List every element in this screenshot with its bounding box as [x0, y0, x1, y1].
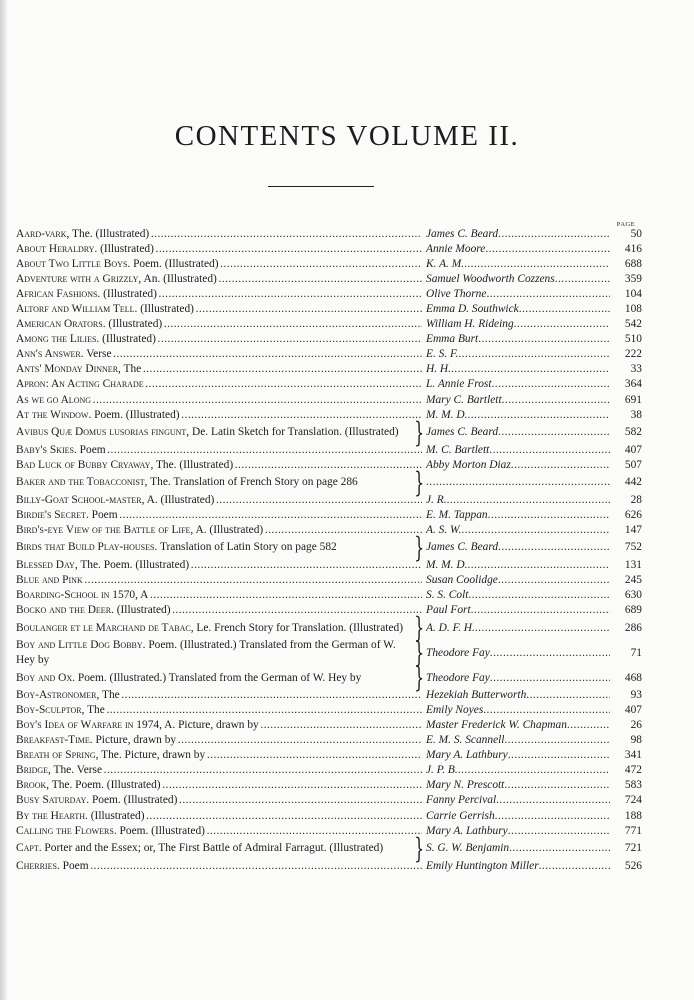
entry-page-number: 689: [624, 603, 642, 616]
entry-title: Altorf and William Tell. (Illustrated) . . .: [16, 302, 422, 317]
contents-entry: [16, 443, 642, 458]
contents-entry: [16, 458, 642, 473]
entry-title-cell: [16, 347, 422, 362]
brace-glyph: }: [414, 636, 425, 670]
entry-page-number: 286: [624, 621, 642, 634]
entry-author-cell: [422, 718, 610, 733]
entry-author-cell: [422, 573, 610, 588]
entry-page-number: 407: [624, 443, 642, 456]
entry-title-cell: [16, 588, 422, 603]
entry-author: Mary N. Prescott: [426, 779, 505, 792]
entry-title: Aard-vark, The. (Illustrated) . . .: [16, 227, 422, 242]
leader-dots: [461, 523, 610, 538]
brace-glyph: }: [414, 530, 425, 564]
entry-author: William H. Rideing: [426, 318, 514, 331]
leader-dots: [498, 573, 610, 588]
entry-author-cell: [422, 841, 610, 856]
contents-entry: [16, 748, 642, 763]
entry-author-cell: [422, 242, 610, 257]
leader-dots: [471, 603, 610, 618]
entry-author: Theodore Fay: [426, 646, 490, 659]
entry-title-cell: [16, 530, 425, 564]
entry-page-number: 407: [624, 704, 642, 717]
entry-author-cell: [422, 540, 610, 555]
entry-title-cell: [16, 611, 425, 645]
entry-title-cell: [16, 317, 422, 332]
entry-page-number: 50: [630, 228, 642, 240]
contents-entry: [16, 465, 642, 499]
entry-author-cell: [422, 302, 610, 317]
leader-dots: [498, 425, 610, 440]
entry-author-cell: [422, 809, 610, 824]
entry-title-cell: [16, 362, 422, 377]
entry-author-cell: [422, 443, 610, 458]
leader-dots: [509, 841, 610, 856]
leader-dots: [426, 475, 610, 490]
leader-dots: [490, 646, 610, 661]
entry-author-cell: [422, 227, 610, 242]
entry-page-number: 626: [624, 508, 642, 521]
page-title: CONTENTS VOLUME II.: [174, 120, 520, 152]
entry-title-cell: [16, 523, 422, 538]
entry-page-number: 245: [624, 573, 642, 586]
contents-entry: [16, 415, 642, 449]
contents-entry: [16, 763, 642, 778]
entry-author: Paul Fort: [426, 603, 471, 616]
entry-author: A. S. W.: [426, 523, 462, 536]
entry-title: Bird's-eye View of the Battle of Life, A. (Illustrated) . . .: [16, 523, 422, 538]
entry-title-cell: [16, 859, 422, 874]
contents-entry: [16, 508, 642, 523]
contents-entry: [16, 588, 642, 603]
entry-title: Capt. Porter and the Essex; or, The First Battle of Admiral Farragut. (Illustrated): [16, 842, 384, 855]
leader-dots: [498, 540, 610, 555]
contents-entry: [16, 493, 642, 508]
entry-title: Busy Saturday. Poem. (Illustrated) . . .: [16, 793, 422, 808]
entry-page-number: 364: [624, 378, 642, 391]
contents-list: [16, 227, 642, 874]
entry-page-number: 510: [624, 333, 642, 346]
contents-entry: [16, 778, 642, 793]
entry-title-cell: [16, 603, 422, 618]
entry-page-number: 222: [624, 348, 642, 361]
entry-title-cell: [16, 302, 422, 317]
entry-author: James C. Beard: [426, 426, 499, 439]
entry-title: Birdie's Secret. Poem . . .: [16, 508, 422, 523]
brace-glyph: }: [414, 465, 425, 499]
entry-author-cell: [422, 671, 610, 686]
entry-author: Theodore Fay: [426, 671, 490, 684]
entry-author-cell: [422, 733, 610, 748]
entry-title-cell: [16, 733, 422, 748]
leader-dots: [555, 272, 610, 287]
contents-entry: [16, 661, 642, 695]
entry-title-cell: [16, 458, 422, 473]
entry-title: Blessed Day, The. Poem. (Illustrated) . . .: [16, 558, 422, 573]
entry-title-cell: [16, 377, 422, 392]
entry-author: James C. Beard: [426, 541, 499, 554]
entry-title: Breakfast-Time. Picture, drawn by . . .: [16, 733, 422, 748]
leader-dots: [492, 377, 610, 392]
entry-title-cell: [16, 809, 422, 824]
entry-title: Boulanger et le Marchand de Tabac, Le. French Story for Translation. (Illustrated): [16, 621, 403, 634]
entry-title-cell: [16, 465, 425, 499]
entry-author: M. M. D.: [426, 558, 468, 571]
entry-title-cell: [16, 415, 425, 449]
leader-dots: [519, 302, 610, 317]
leader-dots: [475, 621, 610, 636]
entry-title: Boarding-School in 1570, A . . .: [16, 588, 422, 603]
page-column-header: PAGE: [616, 221, 636, 228]
contents-entry: [16, 272, 642, 287]
entry-author-cell: [422, 475, 610, 490]
entry-page-number: 442: [624, 476, 642, 489]
entry-title-cell: [16, 408, 422, 423]
entry-title: About Heraldry. (Illustrated) . . .: [16, 242, 422, 257]
entry-title: Ants' Monday Dinner, The . . .: [16, 362, 422, 377]
leader-dots: [504, 733, 610, 748]
leader-dots: [468, 588, 610, 603]
entry-title-cell: [16, 493, 422, 508]
entry-title: Billy-Goat School-master, A. (Illustrated) . . .: [16, 493, 422, 508]
entry-page-number: 752: [624, 541, 642, 554]
contents-entry: [16, 377, 642, 392]
entry-author-cell: [422, 377, 610, 392]
entry-title: Blue and Pink . . .: [16, 573, 422, 588]
contents-entry: [16, 824, 642, 839]
entry-page-number: 108: [624, 303, 642, 316]
entry-page-number: 33: [630, 363, 642, 376]
contents-entry: [16, 302, 642, 317]
contents-entry: [16, 287, 642, 302]
entry-author: Mary A. Lathbury: [426, 749, 508, 762]
entry-title: Apron: An Acting Charade . . .: [16, 377, 422, 392]
entry-author: Emily Huntington Miller: [426, 859, 539, 872]
entry-page-number: 771: [624, 824, 642, 837]
entry-author: E. S. F.: [426, 348, 459, 361]
leader-dots: [458, 763, 610, 778]
contents-entry: [16, 718, 642, 733]
entry-title-cell: [16, 718, 422, 733]
entry-author-cell: [422, 393, 610, 408]
contents-entry: [16, 831, 642, 865]
leader-dots: [504, 778, 610, 793]
entry-title: Ann's Answer. Verse . . .: [16, 347, 422, 362]
entry-page-number: 188: [624, 809, 642, 822]
leader-dots: [498, 227, 610, 242]
entry-author: Susan Coolidge: [426, 573, 498, 586]
leader-dots: [486, 287, 610, 302]
entry-author-cell: [422, 362, 610, 377]
contents-entry: [16, 809, 642, 824]
entry-author: E. M. S. Scannell: [426, 734, 505, 747]
entry-title-cell: [16, 793, 422, 808]
entry-author: L. Annie Frost: [426, 378, 492, 391]
brace-glyph: }: [414, 415, 425, 449]
entry-author: Emma D. Southwick: [426, 303, 519, 316]
entry-title: Breath of Spring, The. Picture, drawn by . . .: [16, 748, 422, 763]
brace-glyph: }: [414, 611, 425, 645]
entry-author-cell: [422, 558, 610, 573]
entry-title: American Orators. (Illustrated) . . .: [16, 317, 422, 332]
entry-author: M. M. D.: [426, 408, 468, 421]
entry-author-cell: [422, 588, 610, 603]
entry-title: Avibus Quæ Domus lusorias fingunt, De. Latin Sketch for Translation. (Illustrated): [16, 426, 399, 439]
entry-author: Abby Morton Diaz: [426, 458, 511, 471]
entry-author-cell: [422, 703, 610, 718]
entry-author: Hezekiah Butterworth: [426, 689, 527, 702]
leader-dots: [567, 718, 610, 733]
contents-entry: [16, 227, 642, 242]
entry-author-cell: [422, 859, 610, 874]
contents-entry: [16, 703, 642, 718]
contents-entry: [16, 242, 642, 257]
contents-entry: [16, 530, 642, 564]
entry-author-cell: [422, 317, 610, 332]
entry-page-number: 147: [624, 523, 642, 536]
leader-dots: [464, 257, 610, 272]
entry-title: African Fashions. (Illustrated) . . .: [16, 287, 422, 302]
entry-author-cell: [422, 458, 610, 473]
entry-author: S. G. W. Benjamin: [426, 842, 510, 855]
entry-title-cell: [16, 227, 422, 242]
entry-author-cell: [422, 408, 610, 423]
leader-dots: [496, 793, 610, 808]
entry-page-number: 28: [630, 493, 642, 506]
entry-page-number: 688: [624, 258, 642, 271]
contents-entry: [16, 558, 642, 573]
entry-title-cell: [16, 287, 422, 302]
entry-author-cell: [422, 824, 610, 839]
entry-author: Mary C. Bartlett: [426, 393, 502, 406]
leader-dots: [447, 493, 610, 508]
leader-dots: [508, 824, 610, 839]
entry-author: Annie Moore: [426, 243, 486, 256]
entry-title-cell: [16, 242, 422, 257]
entry-title-cell: [16, 558, 422, 573]
entry-page-number: 472: [624, 764, 642, 777]
entry-title-cell: [16, 831, 425, 865]
entry-page-number: 416: [624, 243, 642, 256]
entry-title-cell: [16, 508, 422, 523]
leader-dots: [502, 393, 610, 408]
entry-page-number: 691: [624, 393, 642, 406]
entry-page-number: 630: [624, 588, 642, 601]
leader-dots: [539, 859, 610, 874]
entry-title-cell: [16, 661, 425, 695]
entry-author-cell: [422, 287, 610, 302]
entry-title: Among the Lilies. (Illustrated) . . .: [16, 332, 422, 347]
leader-dots: [483, 703, 610, 718]
brace-glyph: }: [414, 661, 425, 695]
entry-author: James C. Beard: [426, 228, 499, 240]
contents-entry: [16, 347, 642, 362]
entry-page-number: 507: [624, 458, 642, 471]
contents-entry: [16, 688, 642, 703]
entry-title: Bridge, The. Verse . . .: [16, 763, 422, 778]
entry-title: Bad Luck of Bubby Cryaway, The. (Illustrated) . . .: [16, 458, 422, 473]
leader-dots: [490, 671, 610, 686]
entry-author: Master Frederick W. Chapman: [426, 719, 567, 732]
entry-title: Boy's Idea of Warfare in 1974, A. Picture, drawn by . . .: [16, 718, 422, 733]
entry-page-number: 542: [624, 318, 642, 331]
entry-title: As we go Along . . .: [16, 393, 422, 408]
entry-author: S. S. Colt: [426, 588, 469, 601]
entry-author-cell: [422, 272, 610, 287]
contents-entry: [16, 603, 642, 618]
entry-author-cell: [422, 621, 610, 636]
entry-page-number: 468: [624, 671, 642, 684]
entry-page-number: 104: [624, 288, 642, 301]
contents-entry: [16, 793, 642, 808]
leader-dots: [489, 443, 610, 458]
entry-page-number: 359: [624, 273, 642, 286]
contents-entry: [16, 573, 642, 588]
entry-author-cell: [422, 332, 610, 347]
entry-author: K. A. M.: [426, 258, 465, 271]
leader-dots: [467, 558, 610, 573]
leader-dots: [478, 332, 610, 347]
entry-author-cell: [422, 257, 610, 272]
entry-title: About Two Little Boys. Poem. (Illustrated) . . .: [16, 257, 422, 272]
entry-author: Olive Thorne: [426, 288, 487, 301]
contents-entry: [16, 362, 642, 377]
entry-author: H. H.: [426, 363, 451, 376]
leader-dots: [467, 408, 610, 423]
entry-page-number: 721: [624, 842, 642, 855]
entry-title: Boy-Sculptor, The . . .: [16, 703, 422, 718]
entry-title-cell: [16, 272, 422, 287]
entry-author-cell: [422, 508, 610, 523]
entry-author: J. R.: [426, 493, 447, 506]
entry-author-cell: [422, 493, 610, 508]
entry-title: Cherries. Poem . . .: [16, 859, 422, 874]
contents-entry: [16, 523, 642, 538]
contents-entry: [16, 859, 642, 874]
leader-dots: [485, 242, 610, 257]
entry-author-cell: [422, 523, 610, 538]
entry-author: Emma Burt: [426, 333, 479, 346]
entry-author-cell: [422, 425, 610, 440]
entry-author-cell: [422, 688, 610, 703]
entry-title-cell: [16, 748, 422, 763]
leader-dots: [526, 688, 610, 703]
entry-author-cell: [422, 347, 610, 362]
contents-entry: [16, 332, 642, 347]
entry-author: E. M. Tappan: [426, 508, 488, 521]
entry-title: Adventure with a Grizzly, An. (Illustrated) . . .: [16, 272, 422, 287]
entry-title-cell: [16, 443, 422, 458]
entry-author-cell: [422, 763, 610, 778]
entry-author-cell: [422, 748, 610, 763]
entry-title-cell: [16, 763, 422, 778]
entry-page-number: 724: [624, 794, 642, 807]
entry-title-cell: [16, 688, 422, 703]
brace-glyph: }: [414, 831, 425, 865]
entry-title-cell: [16, 703, 422, 718]
entry-title: Boy-Astronomer, The . . .: [16, 688, 422, 703]
entry-title-cell: [16, 393, 422, 408]
entry-title-cell: [16, 257, 422, 272]
entry-page-number: 583: [624, 779, 642, 792]
entry-author-cell: [422, 793, 610, 808]
entry-title: At the Window. Poem. (Illustrated) . . .: [16, 408, 422, 423]
entry-title: By the Hearth. (Illustrated) . . .: [16, 809, 422, 824]
entry-title-cell: [16, 332, 422, 347]
entry-page-number: 93: [630, 689, 642, 702]
entry-title-cell: [16, 824, 422, 839]
entry-title: Bocko and the Deer. (Illustrated) . . .: [16, 603, 422, 618]
leader-dots: [458, 347, 610, 362]
entry-page-number: 38: [630, 408, 642, 421]
leader-dots: [511, 458, 610, 473]
entry-title: Boy and Ox. Poem. (Illustrated.) Translated from the German of W. Hey by: [16, 671, 362, 684]
entry-author: Carrie Gerrish: [426, 809, 495, 822]
entry-page-number: 71: [630, 646, 642, 659]
entry-author: Emily Noyes: [426, 704, 484, 717]
entry-author: Mary A. Lathbury: [426, 824, 508, 837]
entry-author: M. C. Bartlett: [426, 443, 490, 456]
contents-entry: [16, 611, 642, 645]
contents-entry: [16, 638, 642, 668]
entry-page-number: 131: [624, 558, 642, 571]
leader-dots: [451, 362, 610, 377]
entry-title: Calling the Flowers. Poem. (Illustrated) . . .: [16, 824, 422, 839]
entry-title-cell: [16, 573, 422, 588]
contents-entry: [16, 257, 642, 272]
entry-author-cell: [422, 646, 610, 661]
contents-entry: [16, 733, 642, 748]
entry-author-cell: [422, 603, 610, 618]
entry-page-number: 526: [624, 859, 642, 872]
leader-dots: [488, 508, 610, 523]
entry-title: Brook, The. Poem. (Illustrated) . . .: [16, 778, 422, 793]
entry-page-number: 98: [630, 734, 642, 747]
entry-author: A. D. F. H.: [426, 621, 475, 634]
entry-title: Baker and the Tobacconist, The. Translation of French Story on page 286: [16, 476, 358, 489]
entry-author: Samuel Woodworth Cozzens: [426, 273, 555, 286]
title-divider: [268, 186, 374, 187]
entry-author: J. P. B.: [426, 764, 458, 777]
entry-title: Birds that Build Play-houses. Translation of Latin Story on page 582: [16, 541, 337, 554]
entry-title: Boy and Little Dog Bobby. Poem. (Illustrated.) Translated from the German of W. Hey by: [16, 639, 396, 667]
entry-page-number: 26: [630, 719, 642, 732]
contents-entry: [16, 408, 642, 423]
entry-author: Fanny Percival: [426, 794, 497, 807]
leader-dots: [514, 317, 610, 332]
entry-title: Baby's Skies. Poem . . .: [16, 443, 422, 458]
contents-entry: [16, 317, 642, 332]
contents-entry: [16, 393, 642, 408]
entry-page-number: 341: [624, 749, 642, 762]
entry-title-cell: [16, 778, 422, 793]
entry-title-cell: [16, 636, 425, 670]
entry-author-cell: [422, 778, 610, 793]
leader-dots: [508, 748, 610, 763]
entry-page-number: 582: [624, 426, 642, 439]
leader-dots: [495, 809, 610, 824]
